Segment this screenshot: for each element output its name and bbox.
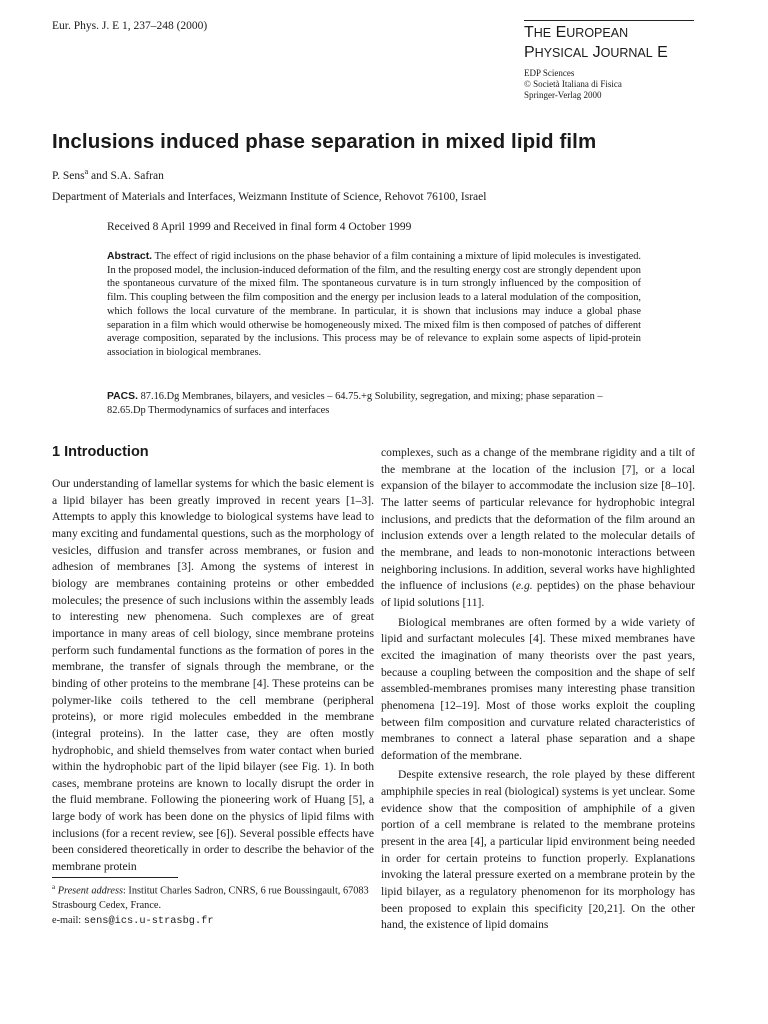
footnote-email: e-mail: sens@ics.u-strasbg.fr	[52, 915, 214, 928]
journal-title-line1: THE EUROPEAN	[524, 24, 629, 41]
journal-citation: Eur. Phys. J. E 1, 237–248 (2000)	[52, 20, 208, 32]
pacs-codes	[107, 390, 641, 417]
publisher-springer: Springer-Verlag 2000	[524, 90, 602, 100]
footnote-address: $^a$ Present address: Institut Charles Sadron, CNRS, 6 rue Boussingault, 67083 Strasbourg Cedex, France.	[52, 883, 369, 912]
author-sens: P. Sens	[52, 169, 85, 182]
author-safran: and S.A. Safran	[88, 169, 164, 182]
publisher-sif: © Società Italiana di Fisica	[524, 79, 622, 89]
body-column-right	[381, 445, 695, 934]
footnote-label: Present address	[57, 885, 123, 897]
abstract-text: The effect of rigid inclusions on the phase behavior of a film containing a mixture of lipid molecules is investigated. In the proposed model, the inclusion-induced deformation of the film, and the resulting energy cost are strongly dependent upon the spontaneous curvature of the mixed film. The spontaneous curvature is in turn strongly influenced by the composition of film. This coupling between the film composition and the energy per inclusion leads to a lateral modulation of the composition, which follows the local curvature of the membrane. In particular, it is shown that inclusions may induce a global phase separation in a film which would otherwise be homogeneously mixed. The mixed film is then composed of patches of different average composition, separated by the inclusions. This process may be of relevance to explain some aspects of lipid-protein association in biological membranes.	[107, 251, 641, 358]
email-link[interactable]: sens@ics.u-strasbg.fr	[83, 915, 214, 928]
abstract-label: Abstract.	[107, 251, 153, 262]
section-heading-introduction: 1 Introduction	[52, 444, 149, 460]
article-title: Inclusions induced phase separation in mixed lipid film	[52, 130, 597, 153]
abstract	[107, 250, 641, 360]
journal-title-line2: PHYSICAL JOURNAL E	[524, 44, 668, 61]
journal-title	[524, 23, 694, 63]
paragraph: complexes, such as a change of the membrane rigidity and a tilt of the membrane at the location of the inclusion [7], or a local expansion of the bilayer to accommodate the inclusion size [8–10]. The latter seems of particular relevance for hydrophobic integral inclusions, and predicts that the deformation of the film around an inclusion extends over a length related to the molecular details of the membrane, and leads to non-monotonic interactions between neighboring inclusions. In addition, several works have highlighted the influence of inclusions (e.g. peptides) on the phase behaviour of lipid solutions [11].	[381, 446, 695, 609]
paragraph: Biological membranes are often formed by a wide variety of lipid and surfactant molecules [4]. These mixed membranes have excited the imagination of many theorists over the past years, because a coupling between the composition and the shape of self assembled-membranes promises many interesting phase transition phenomena [12–19]. Most of those works exploit the coupling between film composition and curvature related characteristics of membranes to connect a lateral phase separation and a shape deformation of the membrane.	[381, 615, 695, 762]
paragraph: Our understanding of lamellar systems for which the basic element is a lipid bilayer has been greatly improved in recent years [1–3]. Attempts to apply this knowledge to biological systems have lead to many exciting and fundamental questions, such as the morphology of vesicles, diffusion and transfer across membranes, or fusion and adhesion of membranes [3]. Among the systems of interest in biology are membranes containing proteins or other embedded molecules; the presence of such inclusions within the assembly leads to interesting new phenomena. Such complexes are of great importance in many areas of cell biology, since membrane proteins perform such fundamental functions as the formation of pores in the membrane, the transfer of signals through the membrane, or the binding of other proteins to the membrane [4]. These proteins can be polymer-like coils tethered to the cell membrane (peripheral proteins), or more rigid molecules embedded in the membrane (integral proteins). In the latter case, they are often mostly hydrophobic, and shield themselves from water contact when buried within the hydrophobic part of the lipid bilayer (see Fig. 1). In both cases, membrane proteins are known to locally disrupt the order in the fluid membrane. Following the pioneering work of Huang [5], a large body of work has been done on the physics of lipid films with inclusions (for a recent review, see [6]). Several possible effects have been considered theoretically in order to describe the behavior of the membrane protein	[52, 477, 374, 874]
author-footnote-mark: a	[84, 167, 89, 176]
received-dates: Received 8 April 1999 and Received in final form 4 October 1999	[107, 221, 412, 233]
pacs-label: PACS.	[107, 391, 138, 402]
footnote-mark: a	[52, 883, 56, 891]
footnote	[52, 880, 374, 929]
copyright-icon: ©	[524, 79, 531, 89]
footnote-rule	[52, 877, 178, 878]
pacs-text: 87.16.Dg Membranes, bilayers, and vesicles – 64.75.+g Solubility, segregation, and mixing; phase separation – 82.65.Dp Thermodynamics of surfaces and interfaces	[107, 391, 603, 416]
paragraph: Despite extensive research, the role played by these different amphiphile species in real (biological) systems is yet unclear. Some evidence show that the composition of amphiphile of a given portion of a cell membrane is related to the membrane proteins present in the area [4], a particular lipid environment being needed in order for certain proteins to function properly. Explanations invoking the lateral pressure exerted on a membrane protein by the lipid bilayer, as a regulatory phenomenon for its morphology has been proposed to explain this specificity [20,21]. On the other hand, the existence of lipid domains	[381, 768, 695, 932]
affiliation: Department of Materials and Interfaces, Weizmann Institute of Science, Rehovot 76100, Israel	[52, 191, 487, 203]
publisher-edp: EDP Sciences	[524, 68, 575, 78]
body-column-left	[52, 476, 374, 876]
publisher-list	[524, 68, 694, 101]
journal-masthead	[524, 20, 694, 101]
masthead-rule	[524, 20, 694, 21]
author-list	[52, 167, 164, 182]
